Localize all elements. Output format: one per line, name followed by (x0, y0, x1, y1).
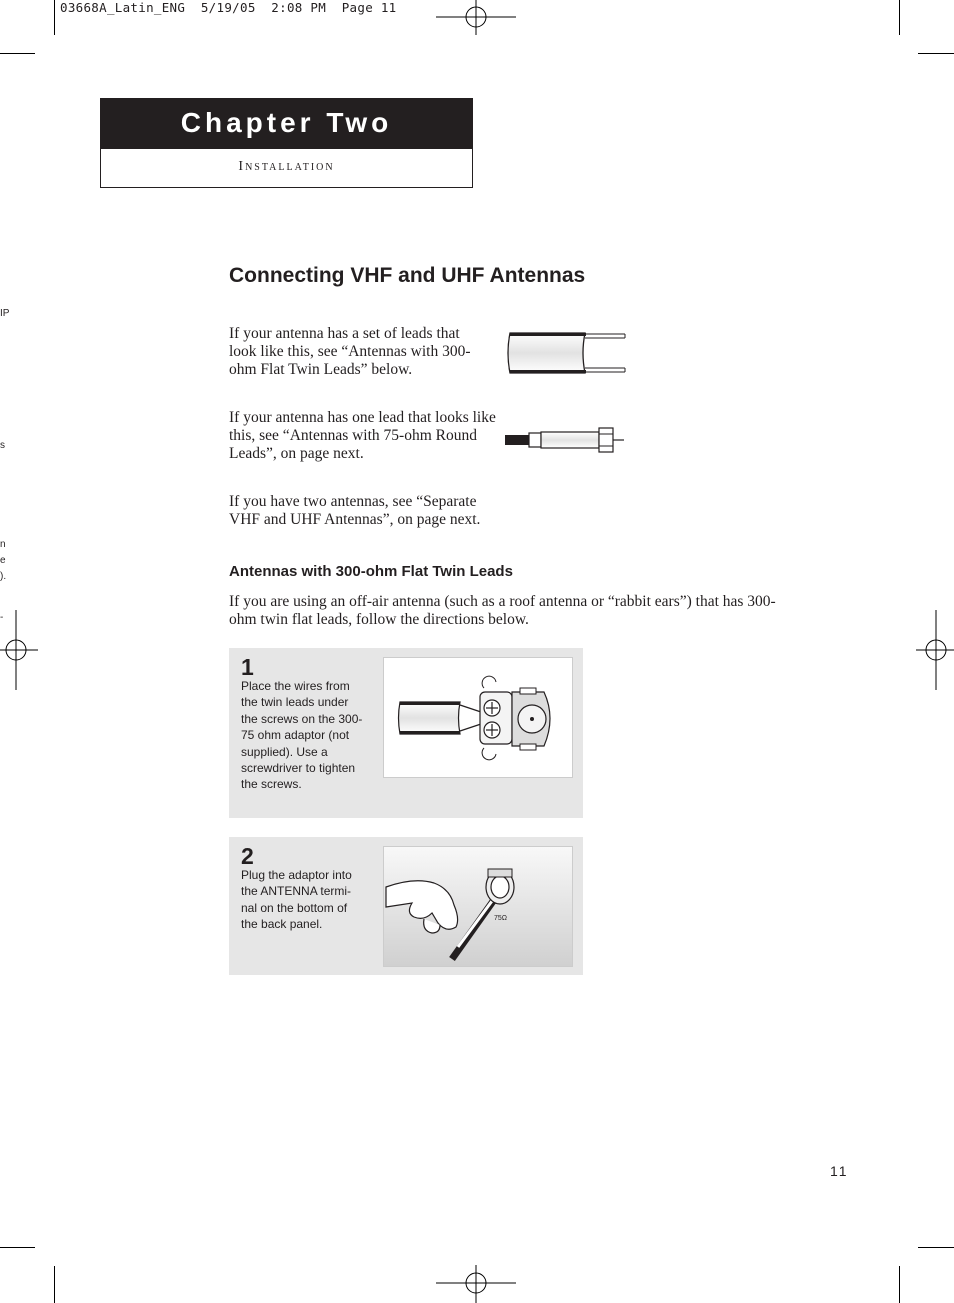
step-illustration (383, 657, 573, 778)
registration-mark-icon (0, 610, 38, 690)
margin-fragment: n (0, 539, 6, 550)
print-slug: 03668A_Latin_ENG 5/19/05 2:08 PM Page 11 (60, 0, 397, 15)
step-panel (229, 648, 583, 818)
terminal-label: 75Ω (494, 915, 508, 922)
crop-mark (54, 0, 55, 35)
margin-fragment: IP (0, 308, 10, 319)
subsection-title: Antennas with 300-ohm Flat Twin Leads (229, 563, 513, 580)
flat-twin-lead-icon (505, 330, 630, 376)
crop-mark (918, 53, 954, 54)
round-lead-icon (503, 424, 629, 456)
step-illustration (383, 846, 573, 967)
chapter-header (100, 98, 473, 188)
crop-mark (899, 1266, 900, 1303)
registration-mark-icon (436, 0, 516, 36)
crop-mark (0, 53, 35, 54)
step-text: Place the wires from the twin leads under the screws on the 300-75 ohm adaptor (not supplied). Use a screwdriver to tighten the screws. (241, 679, 363, 792)
registration-mark-icon (916, 610, 954, 690)
section-title: Connecting VHF and UHF Antennas (229, 264, 586, 287)
intro-paragraph: If you have two antennas, see “Separate VHF and UHF Antennas”, on page next. (229, 493, 481, 528)
step-number: 1 (241, 654, 254, 680)
margin-fragment: s (0, 440, 5, 451)
crop-mark (0, 1247, 35, 1248)
intro-paragraph: If your antenna has one lead that looks like this, see “Antennas with 75-ohm Round Leads”, on page next. (229, 409, 496, 462)
margin-fragment: e (0, 555, 6, 566)
step-text: Plug the adaptor into the ANTENNA termi-nal on the bottom of the back panel. (241, 868, 352, 932)
crop-mark (918, 1247, 954, 1248)
hand-plugging-adaptor-icon (384, 847, 572, 966)
step-panel (229, 837, 583, 975)
intro-paragraph: If your antenna has a set of leads that look like this, see “Antennas with 300-ohm Flat Twin Leads” below. (229, 325, 471, 378)
margin-fragment: ). (0, 571, 7, 582)
page-number: 11 (830, 1163, 849, 1179)
adaptor-screws-icon (384, 658, 572, 777)
margin-fragment: - (0, 612, 4, 623)
registration-mark-icon (436, 1265, 516, 1303)
crop-mark (54, 1266, 55, 1303)
chapter-subtitle: Installation (238, 159, 335, 174)
subsection-body: If you are using an off-air antenna (such as a roof antenna or “rabbit ears”) that has 300-ohm twin flat leads, follow the directions below. (229, 593, 776, 628)
chapter-title: Chapter Two (101, 99, 472, 149)
crop-mark (899, 0, 900, 35)
step-number: 2 (241, 843, 254, 869)
